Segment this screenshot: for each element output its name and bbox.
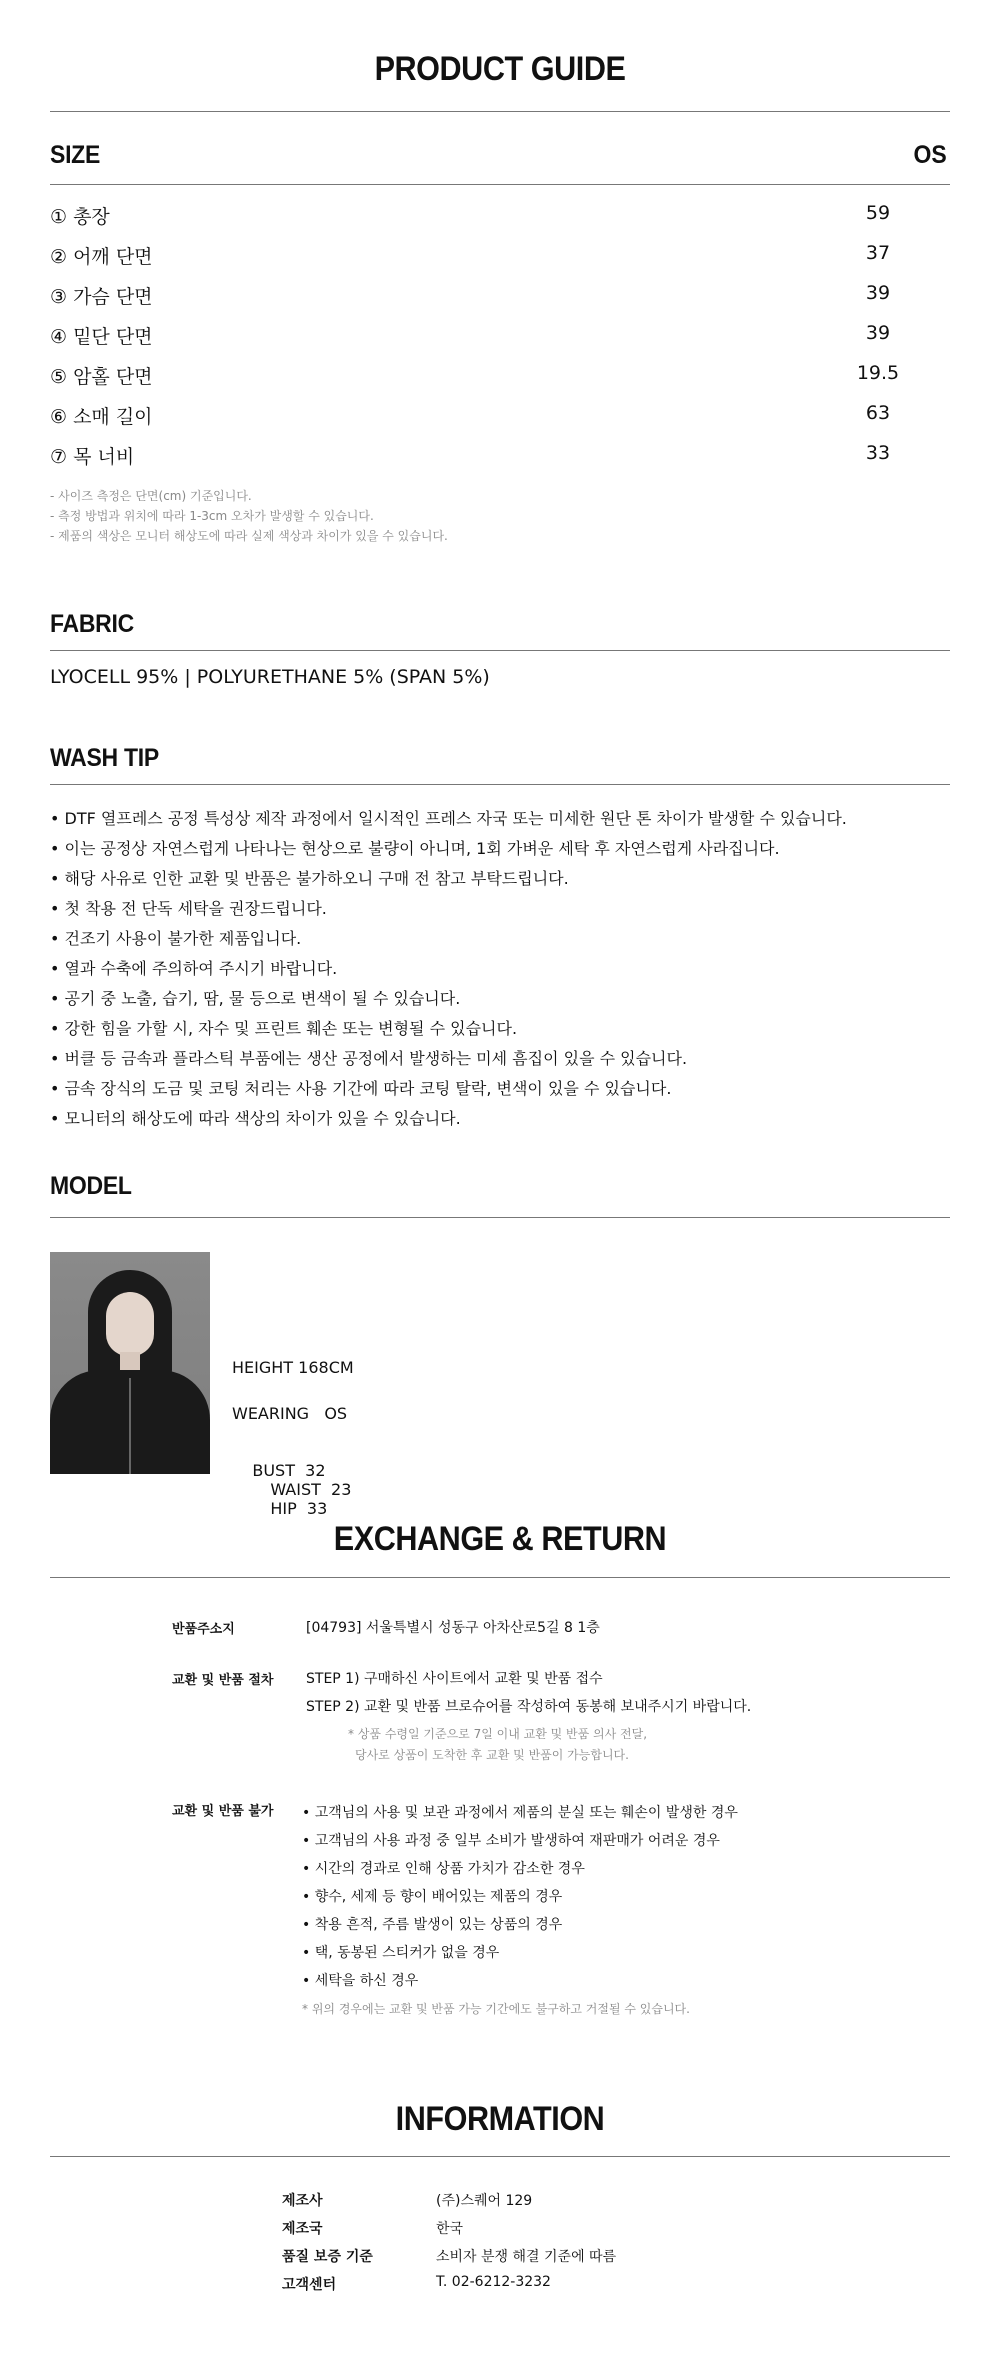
divider xyxy=(50,650,950,651)
size-row-value: 19.5 xyxy=(856,362,900,384)
unavailable-item: • 택, 동봉된 스티커가 없을 경우 xyxy=(302,1945,500,1961)
size-row-value: 39 xyxy=(865,322,891,344)
fabric-heading: FABRIC xyxy=(50,610,134,638)
product-guide-title: PRODUCT GUIDE xyxy=(374,50,626,88)
wash-tip-item: • DTF 열프레스 공정 특성상 제작 과정에서 일시적인 프레스 자국 또는 미세한 원단 톤 차이가 발생할 수 있습니다. xyxy=(50,809,847,828)
wash-tip-item: • 공기 중 노출, 습기, 땀, 물 등으로 변색이 될 수 있습니다. xyxy=(50,989,461,1008)
model-heading: MODEL xyxy=(50,1172,132,1200)
info-label: 제조국 xyxy=(282,2221,323,2237)
wash-tip-item: • 버클 등 금속과 플라스틱 부품에는 생산 공정에서 발생하는 미세 흠집이 있을 수 있습니다. xyxy=(50,1049,688,1068)
model-hip: HIP 33 xyxy=(270,1499,328,1518)
wash-tip-heading: WASH TIP xyxy=(50,744,159,772)
wash-tip-item: • 이는 공정상 자연스럽게 나타나는 현상으로 불량이 아니며, 1회 가벼운 세탁 후 자연스럽게 사라집니다. xyxy=(50,839,780,858)
unavailable-label: 교환 및 반품 불가 xyxy=(172,1804,274,1819)
fabric-composition: LYOCELL 95% | POLYURETHANE 5% (SPAN 5%) xyxy=(50,666,490,688)
divider xyxy=(50,111,950,112)
info-label: 품질 보증 기준 xyxy=(282,2249,373,2265)
size-row-label: ① 총장 xyxy=(50,206,110,228)
exchange-return-title: EXCHANGE & RETURN xyxy=(333,1520,667,1558)
wash-tip-item: • 강한 힘을 가할 시, 자수 및 프린트 훼손 또는 변형될 수 있습니다. xyxy=(50,1019,518,1038)
unavailable-item: • 착용 흔적, 주름 발생이 있는 상품의 경우 xyxy=(302,1917,563,1933)
unavailable-item: • 고객님의 사용 및 보관 과정에서 제품의 분실 또는 훼손이 발생한 경우 xyxy=(302,1805,738,1821)
unavailable-note: * 위의 경우에는 교환 및 반품 가능 기간에도 불구하고 거절될 수 있습니다. xyxy=(302,2002,690,2016)
model-wearing: WEARING OS xyxy=(232,1404,348,1423)
divider xyxy=(50,1577,950,1578)
return-address: [04793] 서울특별시 성동구 아차산로5길 8 1층 xyxy=(306,1620,600,1636)
info-value: (주)스퀘어 129 xyxy=(436,2193,533,2209)
model-height: HEIGHT 168CM xyxy=(232,1358,354,1377)
model-bust: BUST 32 xyxy=(252,1461,326,1480)
model-photo xyxy=(50,1252,210,1474)
divider xyxy=(50,784,950,785)
divider xyxy=(50,184,950,185)
info-value: T. 02-6212-3232 xyxy=(436,2274,551,2290)
wash-tip-item: • 해당 사유로 인한 교환 및 반품은 불가하오니 구매 전 참고 부탁드립니다. xyxy=(50,869,569,888)
unavailable-item: • 향수, 세제 등 향이 배어있는 제품의 경우 xyxy=(302,1889,563,1905)
size-row xyxy=(50,202,950,232)
size-row-value: 59 xyxy=(865,202,891,224)
size-row xyxy=(50,402,950,432)
info-value: 한국 xyxy=(436,2221,464,2237)
size-row-value: 37 xyxy=(865,242,891,264)
size-row xyxy=(50,442,950,472)
size-row-label: ③ 가슴 단면 xyxy=(50,286,153,308)
wash-tip-item: • 건조기 사용이 불가한 제품입니다. xyxy=(50,929,302,948)
procedure-step-1: STEP 1) 구매하신 사이트에서 교환 및 반품 접수 xyxy=(306,1671,603,1687)
divider xyxy=(50,2156,950,2157)
size-row-label: ⑦ 목 너비 xyxy=(50,446,135,468)
size-row-label: ④ 밑단 단면 xyxy=(50,326,153,348)
info-label: 제조사 xyxy=(282,2193,323,2209)
wash-tip-item: • 모니터의 해상도에 따라 색상의 차이가 있을 수 있습니다. xyxy=(50,1109,461,1128)
os-heading: OS xyxy=(913,141,947,169)
divider xyxy=(50,1217,950,1218)
size-row xyxy=(50,242,950,272)
size-row xyxy=(50,362,950,392)
return-address-label: 반품주소지 xyxy=(172,1622,235,1637)
unavailable-item: • 세탁을 하신 경우 xyxy=(302,1973,419,1989)
unavailable-item: • 시간의 경과로 인해 상품 가치가 감소한 경우 xyxy=(302,1861,585,1877)
size-row-label: ⑥ 소매 길이 xyxy=(50,406,153,428)
wash-tip-item: • 금속 장식의 도금 및 코팅 처리는 사용 기간에 따라 코팅 탈락, 변색이 있을 수 있습니다. xyxy=(50,1079,672,1098)
model-waist: WAIST 23 xyxy=(270,1480,352,1499)
size-row-label: ⑤ 암홀 단면 xyxy=(50,366,153,388)
size-row-value: 33 xyxy=(865,442,891,464)
size-note: - 측정 방법과 위치에 따라 1-3cm 오차가 발생할 수 있습니다. xyxy=(50,509,374,523)
size-row-label: ② 어깨 단면 xyxy=(50,246,153,268)
info-label: 고객센터 xyxy=(282,2277,337,2293)
procedure-step-2: STEP 2) 교환 및 반품 브로슈어를 작성하여 동봉해 보내주시기 바랍니다. xyxy=(306,1699,752,1715)
procedure-note: * 상품 수령일 기준으로 7일 이내 교환 및 반품 의사 전달, xyxy=(348,1727,648,1741)
procedure-label: 교환 및 반품 절차 xyxy=(172,1673,274,1688)
info-value: 소비자 분쟁 해결 기준에 따름 xyxy=(436,2249,617,2265)
wash-tip-item: • 첫 착용 전 단독 세탁을 권장드립니다. xyxy=(50,899,327,918)
size-row-value: 63 xyxy=(865,402,891,424)
procedure-note: 당사로 상품이 도착한 후 교환 및 반품이 가능합니다. xyxy=(355,1748,629,1762)
size-row xyxy=(50,322,950,352)
size-row-value: 39 xyxy=(865,282,891,304)
wash-tip-item: • 열과 수축에 주의하여 주시기 바랍니다. xyxy=(50,959,338,978)
size-note: - 제품의 색상은 모니터 해상도에 따라 실제 색상과 차이가 있을 수 있습니다. xyxy=(50,529,448,543)
size-heading: SIZE xyxy=(50,141,101,169)
size-note: - 사이즈 측정은 단면(cm) 기준입니다. xyxy=(50,489,252,503)
information-title: INFORMATION xyxy=(395,2100,605,2138)
size-row xyxy=(50,282,950,312)
unavailable-item: • 고객님의 사용 과정 중 일부 소비가 발생하여 재판매가 어려운 경우 xyxy=(302,1833,720,1849)
